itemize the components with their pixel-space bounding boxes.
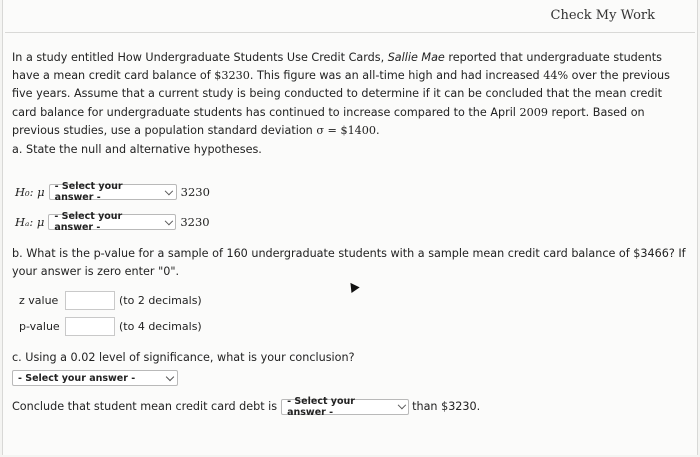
p-value-label: p-value bbox=[19, 319, 60, 333]
h0-symbol: H₀: μ bbox=[15, 185, 45, 199]
h0-value: 3230 bbox=[180, 185, 210, 199]
increase-percent: 44% bbox=[543, 69, 569, 83]
z-value-row bbox=[19, 290, 202, 310]
chevron-down-icon bbox=[397, 401, 405, 409]
h0-operator-select[interactable]: - Select your answer - bbox=[49, 184, 177, 200]
p-value-row bbox=[19, 316, 202, 336]
null-hypothesis-row bbox=[15, 183, 210, 201]
ha-value: 3230 bbox=[180, 215, 210, 229]
p-value-hint: (to 4 decimals) bbox=[119, 319, 202, 333]
report-year: 2009 bbox=[519, 105, 548, 119]
check-my-work-link[interactable]: Check My Work bbox=[550, 8, 655, 23]
header-divider bbox=[5, 32, 695, 33]
chevron-down-icon bbox=[165, 216, 173, 224]
debt-comparison-select[interactable]: - Select your answer - bbox=[281, 399, 409, 415]
chevron-down-icon bbox=[165, 186, 173, 194]
part-a-label: a. State the null and alternative hypotheses. bbox=[12, 143, 262, 156]
alternative-hypothesis-row bbox=[15, 213, 210, 231]
problem-statement: In a study entitled How Undergraduate Students Use Credit Cards, Sallie Mae reported that undergraduate students have a mean credit card balance of $3230. This figure was an all-time high and had increased 44% over the previous five years. Assume that a current study is being conducted to determine if it can be concluded that the mean credit card balance for undergraduate students has continued to increase compared to the April 2009 report. Based on previous studies, use a population standard deviation σ = $1400. bbox=[12, 51, 670, 137]
z-value-label: z value bbox=[19, 293, 59, 307]
chevron-down-icon bbox=[166, 372, 174, 380]
mouse-pointer-icon bbox=[346, 280, 359, 293]
source-name: Sallie Mae bbox=[387, 51, 445, 64]
conclusion-select[interactable]: - Select your answer - bbox=[12, 370, 178, 386]
ha-symbol: Hₐ: μ bbox=[15, 215, 45, 229]
part-c-question: c. Using a 0.02 level of significance, what is your conclusion? bbox=[12, 351, 355, 364]
conclusion-sentence: Conclude that student mean credit card debt is - Select your answer - than $3230. bbox=[12, 395, 481, 418]
p-value-input[interactable] bbox=[65, 317, 115, 336]
question-panel bbox=[2, 0, 698, 455]
ha-operator-select[interactable]: - Select your answer - bbox=[48, 214, 176, 230]
z-value-hint: (to 2 decimals) bbox=[119, 293, 202, 307]
part-b-question: b. What is the p-value for a sample of 160 undergraduate students with a sample mean credit card balance of $3466? If your answer is zero enter "0". bbox=[12, 247, 686, 278]
z-value-input[interactable] bbox=[65, 291, 115, 310]
mean-balance: $3230 bbox=[214, 69, 250, 83]
sigma-value: σ = $1400 bbox=[316, 123, 377, 137]
